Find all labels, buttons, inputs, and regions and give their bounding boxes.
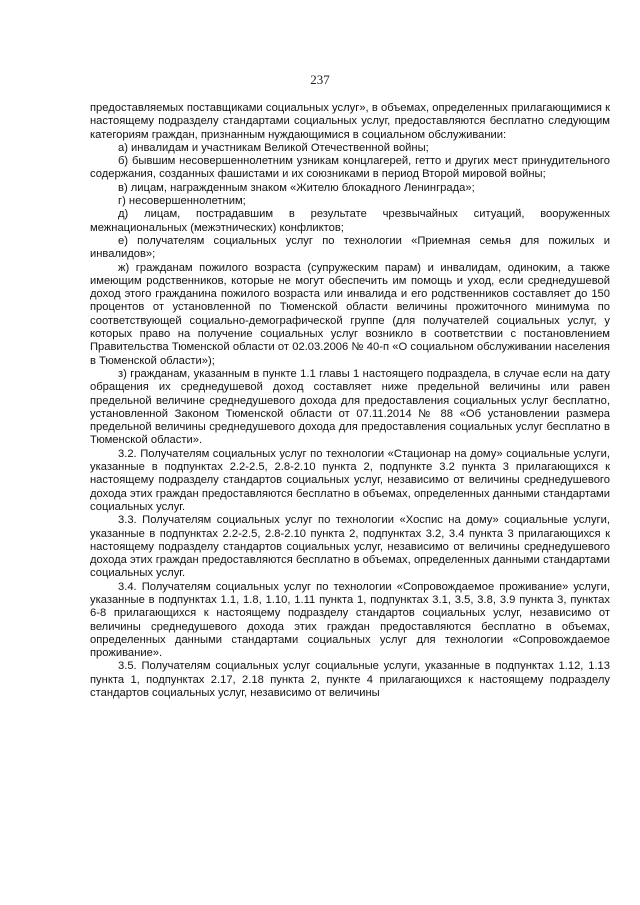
paragraph-item-g: г) несовершеннолетним;: [118, 195, 246, 208]
paragraph-intro: предоставляемых поставщиками социальных услуг», в объемах, определенных прилагающимися к настоящему подразделу стандартами социальных услуг, предоставляются бесплатно следующим категориям граждан, признанным нуждающимися в социальном обслуживании:: [90, 102, 610, 141]
paragraph-item-v: в) лицам, награжденным знаком «Жителю блокадного Ленинграда»;: [118, 181, 475, 194]
paragraph-3-4: 3.4. Получателям социальных услуг по технологии «Сопровождаемое проживание» услуги, указанные в подпунктах 1.1, 1.8, 1.10, 1.11 пункта 1, подпунктах 3.1, 3.5, 3.8, 3.9 пункта 3, пунктах 6-8 прилагающихся к настоящему подразделу стандартов социальных услуг, независимо от величины среднедушевого дохода этих граждан предоставляются бесплатно в объемах, определенных данными стандартами социальных услуг для технологии «Сопровождаемое проживание».: [90, 580, 610, 660]
paragraph-3-2: 3.2. Получателям социальных услуг по технологии «Стационар на дому» социальные услуги, указанные в подпунктах 2.2-2.5, 2.8-2.10 пункта 2, подпункте 3.2 пункта 3 прилагающихся к настоящему подразделу стандартов социальных услуг, независимо от величины среднедушевого дохода этих граждан предоставляются бесплатно в объемах, определенных данными стандартами социальных услуг.: [90, 447, 610, 513]
document-body: [90, 102, 610, 700]
paragraph-item-z: з) гражданам, указанным в пункте 1.1 главы 1 настоящего подраздела, в случае если на дату обращения их среднедушевой доход составляет ниже предельной величины или равен предельной величине среднедушевого дохода для предоставления социальных услуг бесплатно, установленной Законом Тюменской области от 07.11.2014 № 88 «Об установлении размера предельной величины среднедушевого дохода для предоставления социальных услуг бесплатно в Тюменской области».: [90, 367, 610, 447]
paragraph-item-d: д) лицам, пострадавшим в результате чрезвычайных ситуаций, вооруженных межнациональных (межэтнических) конфликтов;: [90, 208, 610, 234]
page-number: 237: [310, 72, 330, 87]
paragraph-item-e: е) получателям социальных услуг по технологии «Приемная семья для пожилых и инвалидов»;: [90, 234, 610, 261]
paragraph-item-zh: ж) гражданам пожилого возраста (супружеским парам) и инвалидам, одиноким, а также имеющим родственников, которые не могут обеспечить им помощь и уход, если среднедушевой доход этого гражданина пожилого возраста или инвалида и его родственников составляет до 150 процентов от установленной по Тюменской области величины прожиточного минимума по соответствующей социально-демографической группе (для получателей социальных услуг, у которых право на получение социальных услуг возникло в соответствии с постановлением Правительства Тюменской области от 02.03.2006 № 40-п «О социальном обслуживании населения в Тюменской области»);: [90, 261, 610, 367]
paragraph-item-a: а) инвалидам и участникам Великой Отечественной войны;: [118, 141, 429, 154]
paragraph-3-3: 3.3. Получателям социальных услуг по технологии «Хоспис на дому» социальные услуги, указанные в подпунктах 2.2-2.5, 2.8-2.10 пункта 2, подпунктах 3.2, 3.4 пункта 3 прилагающихся к настоящему подразделу стандартов социальных услуг, независимо от величины среднедушевого дохода этих граждан предоставляются бесплатно в объемах, определенных данными стандартами социальных услуг.: [90, 514, 610, 580]
paragraph-item-b: б) бывшим несовершеннолетним узникам концлагерей, гетто и других мест принудительного содержания, созданных фашистами и их союзниками в период Второй мировой войны;: [90, 155, 610, 181]
paragraph-3-5: 3.5. Получателям социальных услуг социальные услуги, указанные в подпунктах 1.12, 1.13 пункта 1, подпунктах 2.17, 2.18 пункта 2, пункте 4 прилагающихся к настоящему подразделу стандартов социальных услуг, независимо от величины: [90, 660, 610, 700]
